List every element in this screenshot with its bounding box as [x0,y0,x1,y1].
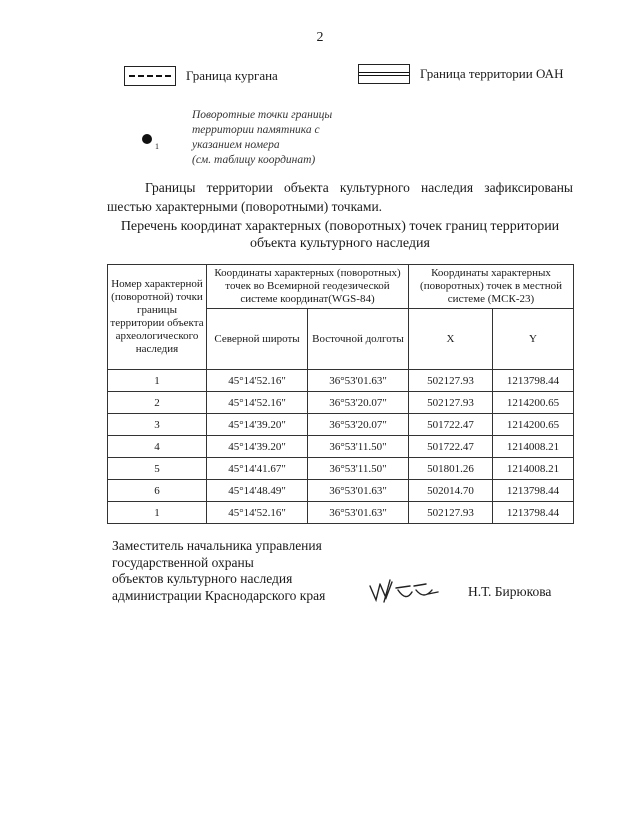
cell-latitude: 45°14'39.20" [207,414,308,436]
cell-x: 502127.93 [409,502,493,524]
cell-point-number: 2 [108,392,207,414]
legend-point-line: (см. таблицу координат) [192,154,316,166]
table-row [108,502,574,524]
cell-latitude: 45°14'52.16" [207,370,308,392]
legend-point-line: указанием номера [192,139,280,151]
double-line-symbol-icon [358,64,410,84]
signatory-position [112,538,325,604]
cell-point-number: 1 [108,502,207,524]
cell-latitude: 45°14'41.67" [207,458,308,480]
legend-oan-label: Граница территории ОАН [420,66,564,81]
cell-point-number: 5 [108,458,207,480]
cell-point-number: 3 [108,414,207,436]
cell-latitude: 45°14'52.16" [207,502,308,524]
legend-point-line: территории памятника с [192,124,320,136]
turning-point-number: 1 [155,142,159,151]
signatory-line: администрации Краснодарского края [112,587,326,603]
cell-point-number: 6 [108,480,207,502]
legend-point-description [192,108,332,168]
legend-oan-boundary [358,64,563,84]
cell-y: 1213798.44 [493,370,574,392]
cell-longitude: 36°53'20.07" [308,414,409,436]
cell-x: 502127.93 [409,370,493,392]
cell-longitude: 36°53'01.63" [308,480,409,502]
signatory-line: Заместитель начальника управления [112,538,322,553]
table-row [108,458,574,480]
handwritten-signature-icon [366,576,440,604]
table-row [108,414,574,436]
cell-y: 1214200.65 [493,392,574,414]
header-x: X [409,309,493,370]
cell-y: 1214008.21 [493,436,574,458]
cell-y: 1214008.21 [493,458,574,480]
list-title-line-2: объекта культурного наследия [250,236,430,251]
header-east-longitude: Восточной долготы [308,309,409,370]
cell-x: 501722.47 [409,436,493,458]
turning-point-dot-icon [142,134,152,144]
cell-longitude: 36°53'20.07" [308,392,409,414]
cell-x: 501801.26 [409,458,493,480]
header-y: Y [493,309,574,370]
table-row [108,480,574,502]
cell-latitude: 45°14'39.20" [207,436,308,458]
header-msk23: Координаты характерных (поворотных) точек в местной системе (МСК-23) [409,265,574,309]
cell-y: 1213798.44 [493,502,574,524]
cell-x: 502014.70 [409,480,493,502]
cell-x: 501722.47 [409,414,493,436]
dashed-line-symbol-icon [124,66,176,86]
cell-latitude: 45°14'52.16" [207,392,308,414]
header-point-number: Номер характерной (поворотной) точки границы территории объекта археологического наследия [108,265,207,370]
list-title-line-1: Перечень координат характерных (поворотных) точек границ территории [120,219,560,234]
coordinates-table [107,264,574,524]
table-header-row [108,265,574,309]
coordinates-list-title [107,218,573,252]
signer-name: Н.Т. Бирюкова [468,584,552,599]
table-row [108,370,574,392]
legend-point-line: Поворотные точки границы [192,109,333,121]
cell-x: 502127.93 [409,392,493,414]
cell-point-number: 1 [108,370,207,392]
cell-longitude: 36°53'11.50" [308,458,409,480]
cell-longitude: 36°53'01.63" [308,502,409,524]
table-row [108,392,574,414]
cell-point-number: 4 [108,436,207,458]
cell-latitude: 45°14'48.49" [207,480,308,502]
intro-paragraph: Границы территории объекта культурного наследия зафиксированы шестью характерными (поворотными) точками. [107,180,573,214]
table-row [108,436,574,458]
signatory-line: государственной охраны [112,554,254,570]
header-north-latitude: Северной широты [207,309,308,370]
signatory-line: объектов культурного наследия [112,571,293,586]
legend-kurgan-label: Граница кургана [186,68,278,83]
cell-longitude: 36°53'01.63" [308,370,409,392]
header-wgs84: Координаты характерных (поворотных) точек во Всемирной геодезической системе координат(WGS-84) [207,265,409,309]
legend-kurgan-boundary [124,66,278,86]
page-number: 2 [316,30,324,45]
cell-y: 1214200.65 [493,414,574,436]
cell-y: 1213798.44 [493,480,574,502]
cell-longitude: 36°53'11.50" [308,436,409,458]
